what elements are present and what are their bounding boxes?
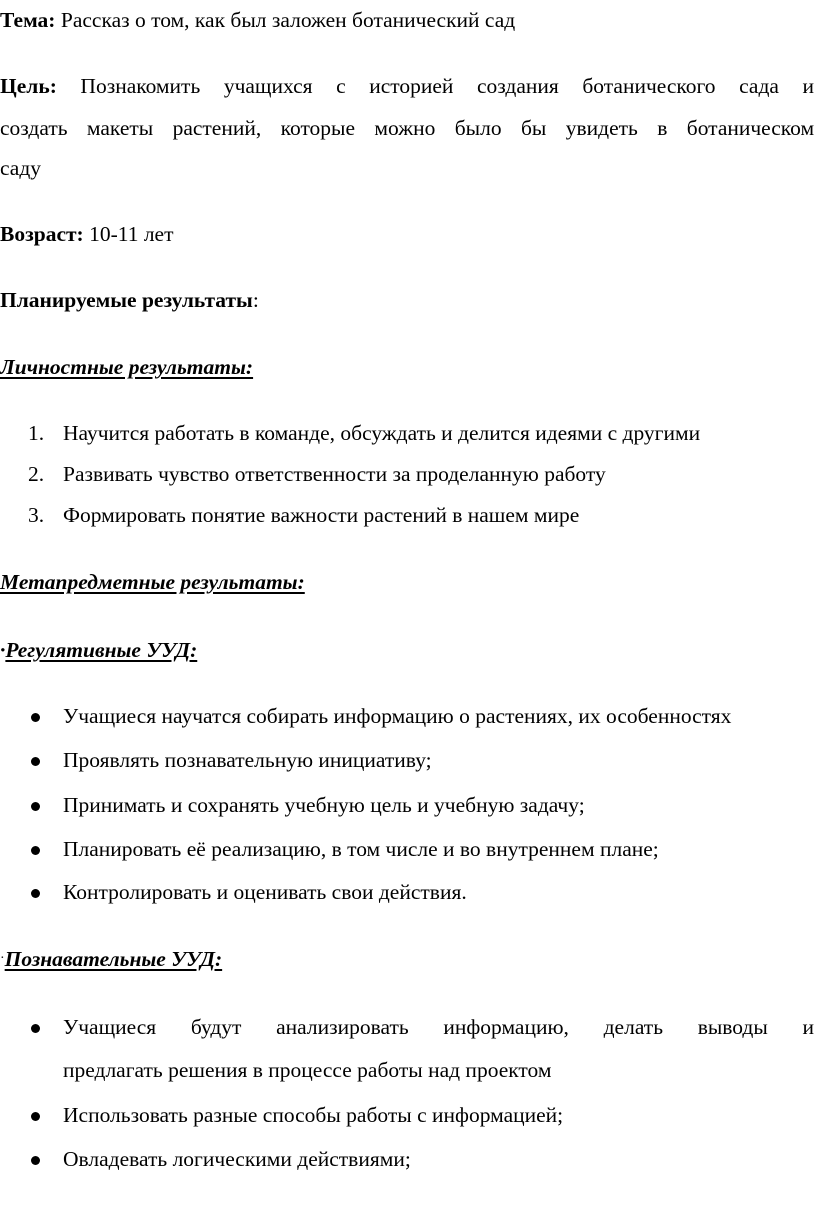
age-text: 10-11 лет xyxy=(89,222,174,246)
goal-word: и xyxy=(802,74,815,98)
word: выводы xyxy=(697,1015,768,1039)
word: и xyxy=(802,1015,814,1039)
cognitive-dot: · xyxy=(0,951,5,966)
list-item-text: Учащиеся научатся собирать информацию о растениях, их особенностях xyxy=(63,704,732,728)
age-line xyxy=(0,224,173,246)
goal-word: учащихся xyxy=(223,74,313,98)
bullet-icon xyxy=(31,1112,40,1121)
list-number: 1. xyxy=(28,421,45,445)
word: делать xyxy=(603,1015,664,1039)
goal-line-1 xyxy=(0,76,814,98)
personal-results-heading: Личностные результаты: xyxy=(0,355,254,379)
goal-word: с xyxy=(336,74,346,98)
list-item-line xyxy=(63,1017,814,1039)
goal-line-2 xyxy=(0,118,814,140)
goal-word: историей xyxy=(369,74,454,98)
word: будут xyxy=(190,1015,242,1039)
list-item-text: Проявлять познавательную инициативу; xyxy=(63,748,432,772)
planned-results-heading xyxy=(0,290,259,312)
age-label: Возраст: xyxy=(0,222,84,246)
topic-text: Рассказ о том, как был заложен ботанический сад xyxy=(60,8,516,32)
word: Учащиеся xyxy=(63,1015,157,1039)
goal-word: растений, xyxy=(172,116,262,140)
regulatory-heading: Регулятивные УУД: xyxy=(5,638,198,662)
goal-word: которые xyxy=(280,116,356,140)
goal-word: сада xyxy=(739,74,779,98)
topic-line xyxy=(0,10,515,32)
list-item-text: Контролировать и оценивать свои действия. xyxy=(63,880,467,904)
topic-label: Тема: xyxy=(0,8,56,32)
goal-word: создать xyxy=(0,116,68,140)
goal-word: увидеть xyxy=(565,116,638,140)
goal-word: создания xyxy=(477,74,559,98)
cognitive-list-item xyxy=(0,1017,816,1081)
list-item-text xyxy=(63,1017,814,1039)
bullet-icon xyxy=(31,1156,40,1165)
meta-results-heading: Метапредметные результаты: xyxy=(0,570,305,594)
cognitive-heading: Познавательные УУД: xyxy=(4,947,223,971)
planned-results-colon: : xyxy=(252,288,259,312)
list-item-line: предлагать решения в процессе работы над проектом xyxy=(63,1058,552,1082)
goal-word: макеты xyxy=(86,116,154,140)
list-item-text: Формировать понятие важности растений в нашем мире xyxy=(63,503,580,527)
list-number: 3. xyxy=(28,503,45,527)
word: анализировать xyxy=(276,1015,409,1039)
list-item-text: Научится работать в команде, обсуждать и делится идеями с другими xyxy=(63,421,701,445)
list-item-text: Развивать чувство ответственности за проделанную работу xyxy=(63,462,606,486)
list-item-text: Принимать и сохранять учебную цель и учебную задачу; xyxy=(63,793,585,817)
goal-word: Познакомить xyxy=(80,74,201,98)
list-item-text: Использовать разные способы работы с информацией; xyxy=(63,1103,564,1127)
list-number: 2. xyxy=(28,462,45,486)
bullet-icon xyxy=(31,757,40,766)
bullet-icon xyxy=(31,802,40,811)
bullet-icon xyxy=(31,846,40,855)
goal-word: ботанического xyxy=(582,74,716,98)
goal-word: можно xyxy=(374,116,436,140)
goal-word: было xyxy=(454,116,502,140)
word: информацию, xyxy=(443,1015,569,1039)
bullet-icon xyxy=(31,713,40,722)
planned-results-label: Планируемые результаты xyxy=(0,288,253,312)
regulatory-heading-line xyxy=(0,640,197,662)
goal-word: в xyxy=(657,116,668,140)
regulatory-dot: · xyxy=(0,638,6,662)
goal-line-3: саду xyxy=(0,156,42,180)
bullet-icon xyxy=(31,889,40,898)
cognitive-heading-line xyxy=(0,949,222,971)
bullet-icon xyxy=(31,1024,40,1033)
goal-word: бы xyxy=(520,116,547,140)
goal-word: ботаническом xyxy=(686,116,815,140)
list-item-text: Планировать её реализацию, в том числе и во внутреннем плане; xyxy=(63,837,659,861)
goal-label: Цель: xyxy=(0,74,57,98)
list-item-text: Овладевать логическими действиями; xyxy=(63,1147,411,1171)
